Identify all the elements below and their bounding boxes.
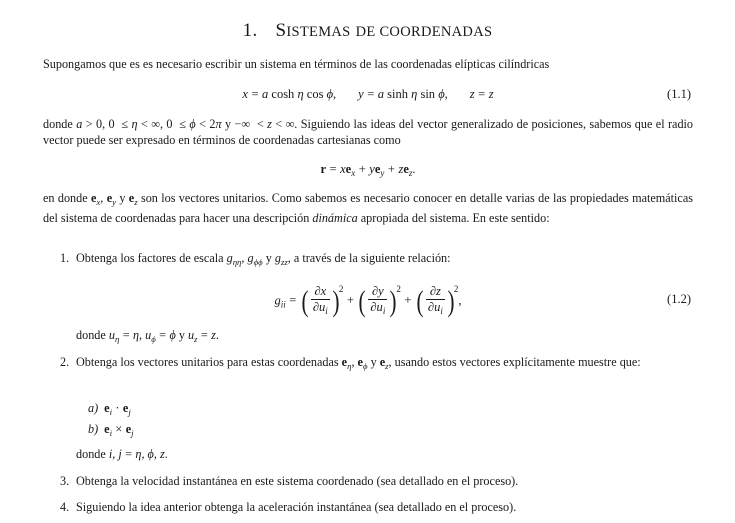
- left-paren: (: [358, 284, 366, 318]
- list-item-text: Obtenga los factores de escala $g_{\eta\eta}$, $g_{\phi\phi}$ y $g_{zz}$, a través de la siguiente relación:: [76, 251, 451, 268]
- list-item-1: [60, 250, 693, 270]
- section-title-rest2: DE COORDENADAS: [355, 24, 493, 40]
- intro-paragraph: Supongamos que es es necesario escribir un sistema en términos de las coordenadas elípticas cilíndricas: [43, 57, 550, 71]
- list-item-2-note: donde i, j = η, ϕ, z.: [76, 447, 168, 461]
- section-number: 1.: [242, 20, 258, 41]
- paragraph-unit-vectors: en donde $e_x$, $e_y$ y $e_z$ son los vectores unitarios. Como sabemos es necesario conocer en detalle varias de las propiedades matemáticas del sistema de coordenadas para hacer una descripción dinámica apropiada del sistema. En este sentido:: [43, 191, 693, 226]
- fraction: $\frac{\partial z}{\partial u_i}$: [427, 284, 443, 317]
- right-paren: ): [447, 284, 455, 318]
- list-marker: 1.: [60, 251, 70, 265]
- left-paren: (: [301, 284, 309, 318]
- sub-list-item-b: [88, 421, 134, 441]
- equation-1-2: [43, 284, 693, 318]
- sub-list-marker: a): [88, 401, 99, 415]
- section-title: [0, 20, 735, 42]
- right-paren: ): [389, 284, 397, 318]
- equation-tag: (1.1): [667, 87, 691, 101]
- list-item-1-note: donde $u_\eta = \eta$, $u_\phi = \phi$ y $u_z = z$.: [76, 328, 219, 345]
- equation-tag: (1.2): [667, 292, 691, 306]
- list-item-text: Siguiendo la idea anterior obtenga la aceleración instantánea (sea detallado en el proceso).: [76, 500, 517, 514]
- paragraph-coordinate-ranges: donde a > 0, 0 ≤ η < ∞, 0 ≤ ϕ < 2π y −∞ < z < ∞. Siguiendo las ideas del vector generalizado de posiciones, sabemos que el radio vector puede ser expresado en términos de coordenadas cartesianas como: [43, 117, 694, 147]
- list-item-2: [60, 354, 693, 374]
- equation-body: x = a cosh η cos ϕ, y = a sinh η sin ϕ, z = z: [242, 87, 494, 101]
- list-item-text: Obtenga los vectores unitarios para estas coordenadas $e_\eta$, $e_\phi$ y $e_z$, usando estos vectores explícitamente muestre que:: [76, 355, 641, 372]
- list-marker: 2.: [60, 355, 70, 369]
- equation-body: $g_{ii}$ = ( $\frac{\partial x}{\partial u_i}$ )$^2$+ ( $\frac{\partial y}{\partial u_i}$ )$^2$+ ( $\frac{\partial z}{\partial u_i}$ )$^2$,: [274, 284, 462, 318]
- equation-body: $r = xe_x + ye_y + ze_z$.: [320, 162, 416, 179]
- equation-1-1: [43, 87, 693, 107]
- right-paren: ): [332, 284, 340, 318]
- sub-list-text: $e_i \times e_j$: [104, 422, 134, 439]
- fraction: $\frac{\partial y}{\partial u_i}$: [370, 284, 386, 317]
- sub-list-text: $e_i \cdot e_j$: [104, 401, 131, 418]
- list-item-3: [60, 473, 693, 489]
- list-item-text: Obtenga la velocidad instantánea en este sistema coordenado (sea detallado en el proceso).: [76, 474, 519, 488]
- section-title-cap: S: [275, 20, 287, 41]
- list-marker: 4.: [60, 500, 70, 514]
- section-title-rest1: ISTEMAS: [286, 24, 351, 40]
- equation-position-vector: [43, 162, 693, 182]
- list-marker: 3.: [60, 474, 70, 488]
- sub-list-item-a: [88, 400, 131, 420]
- fraction: $\frac{\partial x}{\partial u_i}$: [312, 284, 328, 317]
- left-paren: (: [416, 284, 424, 318]
- list-item-4: [60, 499, 693, 515]
- sub-list-marker: b): [88, 422, 99, 436]
